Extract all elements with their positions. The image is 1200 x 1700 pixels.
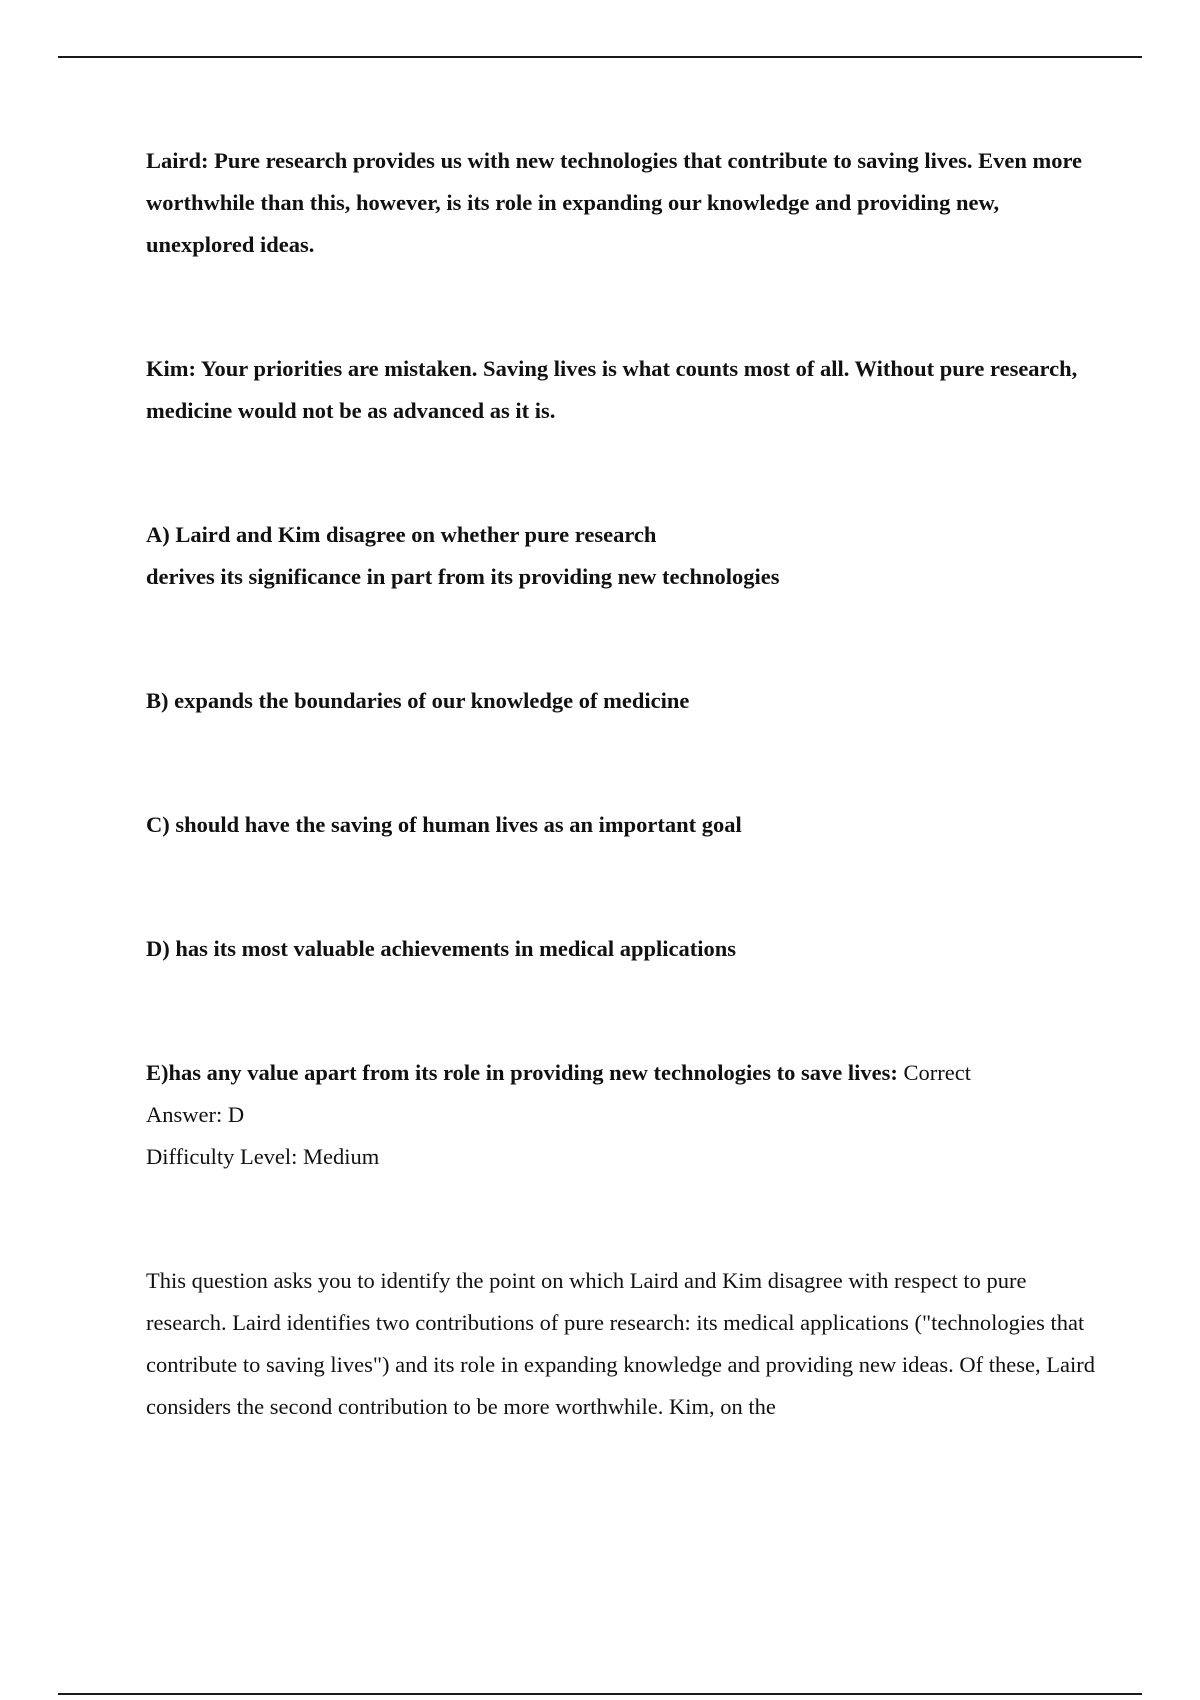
option-b: B) expands the boundaries of our knowledge of medicine [146, 688, 690, 713]
option-e: E)has any value apart from its role in providing new technologies to save lives: [146, 1060, 898, 1085]
option-c: C) should have the saving of human lives as an important goal [146, 812, 742, 837]
correct-answer: Answer: D [146, 1102, 245, 1127]
spacer [146, 266, 1106, 348]
spacer [146, 846, 1106, 928]
option-d: D) has its most valuable achievements in medical applications [146, 936, 737, 961]
correct-label: Correct [903, 1060, 971, 1085]
top-rule [58, 56, 1142, 58]
explanation: This question asks you to identify the point on which Laird and Kim disagree with respect to pure research. Laird identifies two contributions of pure research: its medical applications ("technologies that contribute to saving lives") and its role in expanding knowledge and providing new ideas. Of these, Laird considers the second contribution to be more worthwhile. Kim, on the [146, 1268, 1095, 1419]
document-body [146, 140, 1106, 1428]
option-e-and-answer [146, 1052, 1106, 1178]
difficulty-level: Difficulty Level: Medium [146, 1144, 380, 1169]
option-a-line-1: A) Laird and Kim disagree on whether pure research [146, 522, 657, 547]
option-a [146, 514, 1106, 598]
spacer [146, 1178, 1106, 1260]
laird-statement: Laird: Pure research provides us with new technologies that contribute to saving lives. Even more worthwhile than this, however, is its role in expanding our knowledge and providing new, unexplored ideas. [146, 148, 1083, 257]
kim-statement: Kim: Your priorities are mistaken. Saving lives is what counts most of all. Without pure research, medicine would not be as advanced as it is. [146, 356, 1078, 423]
spacer [146, 432, 1106, 514]
spacer [146, 598, 1106, 680]
option-a-line-2: derives its significance in part from its providing new technologies [146, 564, 780, 589]
spacer [146, 970, 1106, 1052]
spacer [146, 722, 1106, 804]
bottom-rule [58, 1693, 1142, 1695]
